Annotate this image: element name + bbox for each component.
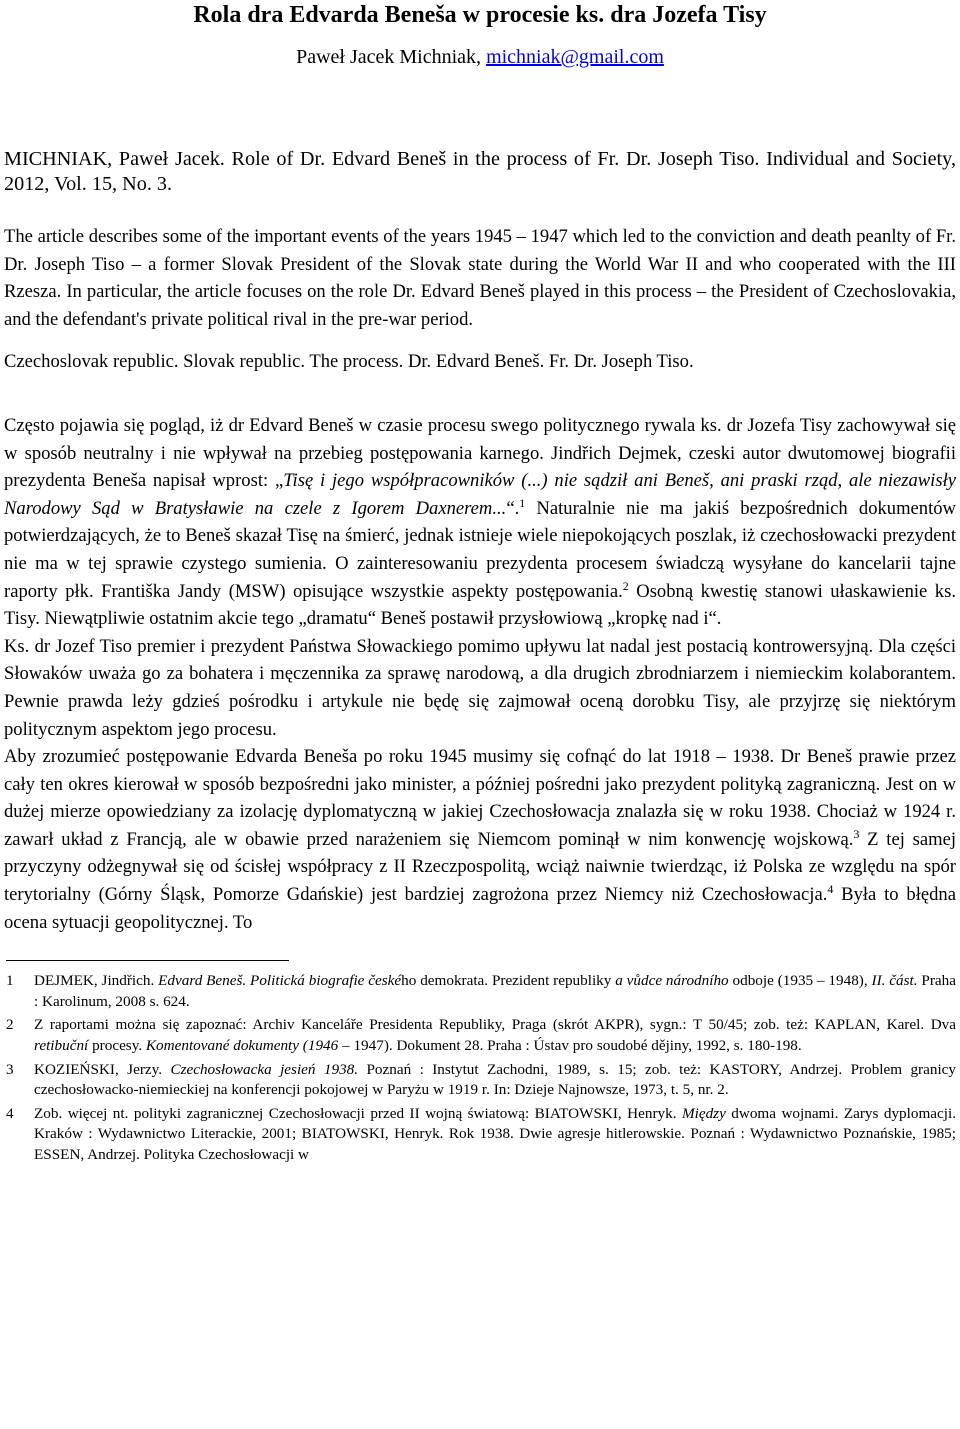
body-text-run: Naturalnie nie ma jakiś bezpośrednich dokumentów potwierdzających, że to Beneš skazał Tisę na śmierć, jednak istnieje wiele niepokojących poszlak, iż czechosłowacki prezydent nie ma w tej sprawie czystego sumienia. O zainteresowaniu prezydenta procesem świadczą wysyłane do kancelarii tajne raporty płk. Františka Jandy (MSW) opisujące wszystkie aspekty postępowania. xyxy=(4,497,956,602)
footnote-text: Z raportami można się zapoznać: Archiv Kanceláře Presidenta Republiky, Praga (skrót AKPR), sygn.: T 50/45; zob. też: KAPLAN, Karel. Dva retibuční procesy. Komentované dokumenty (1946 – 1947). Dokument 28. Praha : Ústav pro soudobé dějiny, 1992, s. 180-198. xyxy=(34,1016,956,1055)
footnote-ref-3[interactable]: 3 xyxy=(853,826,860,841)
footnote-ref-4[interactable]: 4 xyxy=(827,881,834,896)
body-text-run: Aby zrozumieć postępowanie Edvarda Beneša po roku 1945 musimy się cofnąć do lat 1918 – 1938. Dr Beneš prawie przez cały ten okres kierował w sposób bezpośredni jako minister, a później pośredni jako prezydent polityką zagraniczną. Jest on w dużej mierze opowiedziany za izolację dyplomatyczną w jakiej Czechosłowacja znalazła się w roku 1938. Chociaż w 1924 r. zawarł układ z Francją, ale w obawie przed narażeniem się Niemcom pominął w nim konwencję wojskową. xyxy=(4,746,956,850)
spacer xyxy=(4,69,956,147)
footnote-1 xyxy=(4,971,956,1012)
footnote-3 xyxy=(4,1060,956,1101)
body-text-run: Osobną kwestię stanowi ułaskawienie ks. Tisy. Niewątpliwie ostatnim akcie tego „dramatu“ Beneš postawił przysłowiową „kropkę nad i“. xyxy=(4,580,956,630)
footnote-divider xyxy=(6,960,289,961)
body-text-run: Często pojawia się pogląd, iż dr Edvard Beneš w czasie procesu swego politycznego rywala ks. dr Jozefa Tisy zachowywał się w sposób neutralny i nie wpływał na przebieg postępowania karnego. Jindřich Dejmek, czeski autor dwutomowej biografii prezydenta Beneša napisał wprost: „ xyxy=(4,414,956,492)
abstract-citation: MICHNIAK, Paweł Jacek. Role of Dr. Edvard Beneš in the process of Fr. Dr. Joseph Tiso. Individual and Society, 2012, Vol. 15, No. 3. xyxy=(4,148,956,195)
author-line xyxy=(4,45,956,69)
footnote-number: 3 xyxy=(6,1060,14,1078)
footnote-text: Zob. więcej nt. polityki zagranicznej Czechosłowacji przed II wojną światową: BIATOWSKI, Henryk. Między dwoma wojnami. Zarys dyplomacji. Kraków : Wydawnictwo Literackie, 2001; BIATOWSKI, Henryk. Rok 1938. Dwie agresje hitlerowskie. Poznań : Wydawnictwo Poznańskie, 1985; ESSEN, Andrzej. Polityka Czechosłowacji w xyxy=(34,1104,956,1163)
spacer xyxy=(4,197,956,223)
article-title: Rola dra Edvarda Beneša w procesie ks. dra Jozefa Tisy xyxy=(193,2,767,28)
author-email-link[interactable]: michniak@gmail.com xyxy=(486,46,664,68)
footnote-ref-2[interactable]: 2 xyxy=(622,578,629,593)
article-body xyxy=(4,412,956,936)
spacer xyxy=(4,376,956,412)
footnote-text: KOZIEŃSKI, Jerzy. Czechosłowacka jesień 1938. Poznań : Instytut Zachodni, 1989, s. 15; zob. też: KASTORY, Andrzej. Problem granicy czechosłowacko-niemieckiej na konferencji pokojowej w Paryżu w 1919 r. In: Dzieje Najnowsze, 1973, t. 5, nr. 2. xyxy=(34,1060,956,1099)
footnote-text: DEJMEK, Jindřich. Edvard Beneš. Politická biografie českého demokrata. Prezident republiky a vůdce národního odboje (1935 – 1948), II. část. Praha : Karolinum, 2008 s. 624. xyxy=(34,972,956,1010)
body-text-run: Była to błędna ocena sytuacji geopolitycznej. To xyxy=(4,884,956,933)
footnotes xyxy=(4,971,956,1165)
abstract-text: The article describes some of the important events of the years 1945 – 1947 which led to the conviction and death peanlty of Fr. Dr. Joseph Tiso – a former Slovak President of the Slovak state during the World War II and who cooperated with the III Rzesza. In particular, the article focuses on the role Dr. Edvard Beneš played in this process – the President of Czechoslovakia, and the defendant's private political rival in the pre-war period. xyxy=(4,226,956,330)
body-text-run: Z tej samej przyczyny odżegnywał się od ścisłej współpracy z II Rzeczpospolitą, wciąż naiwnie twierdząc, iż Polska ze względu na spór terytorialny (Górny Śląsk, Pomorze Gdańskie) jest bardziej zagrożona przez Niemcy niż Czechosłowacja. xyxy=(4,828,956,906)
author-name: Paweł Jacek Michniak, xyxy=(296,46,487,68)
footnote-number: 2 xyxy=(6,1016,14,1034)
footnote-number: 1 xyxy=(6,972,14,990)
spacer xyxy=(4,333,956,348)
quote-italic: Tisę i jego współpracowników (...) nie sądził ani Beneš, ani praski rząd, ale niezawisły Narodowy Sąd w Bratysławie na czele z Igorem Daxnerem... xyxy=(4,470,957,519)
body-text-run: “. xyxy=(506,497,520,519)
footnote-ref-1[interactable]: 1 xyxy=(519,495,526,510)
body-paragraph-1 xyxy=(4,412,956,633)
body-paragraph-2: Ks. dr Jozef Tiso premier i prezydent Państwa Słowackiego pomimo upływu lat nadal jest postacią kontrowersyjną. Dla części Słowaków uważa go za bohatera i męczennika za sprawę narodową, a dla drugich zbrodniarzem i niemieckim kolaborantem. Pewnie prawda leży gdzieś pośrodku i artykule nie będę się zajmował oceną dorobku Tisy, ale przyjrzę się niektórym politycznym aspektom jego procesu. xyxy=(4,635,956,740)
footnote-4 xyxy=(4,1104,956,1166)
keywords: Czechoslovak republic. Slovak republic. The process. Dr. Edvard Beneš. Fr. Dr. Joseph Tiso. xyxy=(4,351,694,373)
footnote-number: 4 xyxy=(6,1104,14,1122)
body-paragraph-3 xyxy=(4,743,956,936)
footnote-2 xyxy=(4,1015,956,1056)
